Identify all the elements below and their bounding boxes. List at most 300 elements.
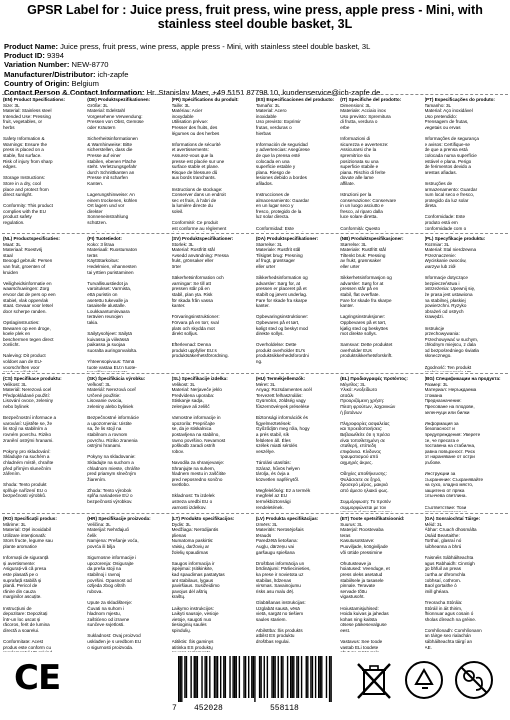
language-block-line: steht. Verletzungsgefahr bbox=[87, 164, 137, 170]
language-block-line: einem trockenen, kühlen bbox=[87, 197, 138, 203]
barcode-bar bbox=[206, 656, 207, 698]
language-block-line: Bezpečnostní informace a bbox=[3, 415, 57, 421]
language-block-line: produkt uppfyller EU:s bbox=[171, 347, 217, 353]
language-block-line: Sikkerhedsinformation og bbox=[255, 275, 308, 281]
language-block-line: direkter bbox=[87, 208, 103, 214]
language-block-line: la lumière directe du bbox=[171, 203, 213, 209]
language-block-line: Shoda: Tento produkt bbox=[3, 482, 47, 488]
product-info-label: Manufacturer/Distributor: bbox=[4, 69, 96, 79]
ean-barcode bbox=[178, 656, 332, 702]
language-block-line: produkt overholder EU's bbox=[255, 347, 306, 353]
language-block-heading: (LT) Produkto specifikacijos: bbox=[171, 516, 235, 521]
language-block-line: affilate. bbox=[340, 180, 355, 186]
barcode-bar bbox=[264, 656, 265, 698]
language-block-line: pinnale. Teravate bbox=[340, 583, 376, 589]
language-block-line: postavljena na stabilno, bbox=[171, 431, 220, 437]
language-block-line: varoitukset: Varmista, bbox=[87, 286, 132, 292]
barcode-bar bbox=[296, 656, 297, 698]
language-block-line: varnosti izdelkov. bbox=[171, 504, 207, 510]
language-block-line: brīdinājumi: Pārliecinieties, bbox=[255, 566, 311, 572]
language-block-line: Dimensioni: 3L bbox=[340, 102, 371, 108]
language-block-line: αιχμηρές άκρες. bbox=[340, 459, 373, 465]
language-block-line: Taille: 3L bbox=[171, 102, 190, 108]
language-block-line: chladnom mieste, chráňte bbox=[87, 465, 140, 471]
language-block-line: Utilizare intenționată: bbox=[3, 532, 46, 538]
language-block-line: zeleniny alebo byliniek bbox=[87, 403, 134, 409]
language-block-line: stabilt og jævnt underlag. bbox=[255, 291, 308, 297]
language-block-line: varování: Ujistěte se, že bbox=[3, 420, 53, 426]
language-block-line: Материал: Неръждаема bbox=[424, 387, 477, 393]
weee-bin-icon bbox=[352, 658, 396, 702]
language-block-line: Ábhar: Cruach dhosmálta bbox=[424, 527, 477, 533]
language-block bbox=[340, 376, 421, 512]
language-block-line: directă a soarelui. bbox=[3, 627, 40, 633]
language-block-line: van fruit, groenten of bbox=[3, 263, 46, 269]
language-block-line: Размер: 3L bbox=[424, 381, 448, 387]
language-block-line: pressen er placeret på et bbox=[255, 286, 307, 292]
language-block-line: Veiligheidsinformatie en bbox=[3, 280, 52, 286]
language-block-line: răcoros, ferit de lumina bbox=[3, 622, 50, 628]
barcode-digits-right: 558118 bbox=[270, 704, 299, 713]
barcode-bar bbox=[259, 656, 260, 698]
language-block-line: vigastusoht. bbox=[340, 594, 365, 600]
language-block-line bbox=[340, 510, 421, 512]
language-block-line: Οδηγίες αποθήκευσης: bbox=[340, 471, 387, 477]
language-block-line: Lagringsinstruksjoner: bbox=[340, 314, 386, 320]
language-block-line: Augļu, dārzeņu vai bbox=[255, 543, 294, 549]
language-block-line: termékbiztonsági bbox=[255, 499, 291, 505]
language-block-line: Suurus: 3L bbox=[340, 521, 363, 527]
language-block-line: kuivassa ja viileässä bbox=[87, 336, 129, 342]
language-block-line: tai yrttien puristaminen bbox=[87, 269, 134, 275]
product-info bbox=[4, 42, 506, 97]
language-block-line: Uso pretendido: bbox=[424, 113, 457, 119]
language-block-line: curtha ar dhromchla bbox=[424, 571, 466, 577]
language-block-line: o sigurnosti proizvoda. bbox=[87, 644, 134, 650]
language-block-line: Materijal: Nehrđajući bbox=[87, 527, 130, 533]
barcode-bar bbox=[239, 656, 240, 698]
language-block-line: Información de seguridad bbox=[255, 141, 308, 147]
barcode-bar bbox=[248, 656, 249, 698]
language-block-heading: (BG) Спецификации на продукта: bbox=[424, 376, 501, 381]
language-block-line: zaštićeno od izravne bbox=[87, 616, 130, 622]
language-block-line: Skladujte na suchém a bbox=[3, 454, 50, 460]
language-block-line: stabiilsele ja tasasele bbox=[340, 577, 384, 583]
language-block-line: felületen áll. Éles bbox=[255, 437, 291, 443]
language-block-line bbox=[172, 650, 253, 652]
language-block-line: Инструкции за bbox=[424, 471, 456, 477]
language-block-line: Informações de segurança bbox=[424, 136, 479, 142]
language-block-heading: (SK) Špecifikácia výrobku: bbox=[87, 376, 146, 381]
language-block-line: Tiltenkt bruk: Pressing bbox=[340, 252, 386, 258]
language-block-line bbox=[87, 231, 168, 232]
language-block-line: Fare for skade fra skarpe bbox=[340, 297, 392, 303]
language-block bbox=[87, 236, 168, 372]
language-block-line: Száraz, hűvös helyen bbox=[255, 465, 300, 471]
barcode-bar bbox=[214, 656, 215, 698]
language-block bbox=[256, 376, 337, 512]
language-block-line: hoiatused: Veenduge, et bbox=[340, 566, 390, 572]
language-row bbox=[2, 513, 508, 653]
language-block-line: overholder EUs bbox=[340, 347, 372, 353]
language-block-line: för skada från vassa bbox=[171, 297, 213, 303]
language-block-line: atbilst ES produktu bbox=[255, 633, 295, 639]
language-block-line: Conformidad: Este bbox=[255, 225, 294, 231]
language-block-line: pressen står på en bbox=[171, 286, 210, 292]
language-block-line: press oleks asetatud bbox=[340, 571, 383, 577]
language-block-line: servade tõttu bbox=[340, 588, 367, 594]
language-block-line: plats och skydda mot bbox=[171, 325, 215, 331]
language-block-line: Oppbevares på et tørt, bbox=[340, 319, 387, 325]
language-block-line: Anyag: Rozsdamentes acél bbox=[255, 387, 312, 393]
language-block-line: ervoor dat de pers op een bbox=[3, 291, 56, 297]
language-block-line: Tamanho: 3L bbox=[424, 102, 452, 108]
language-block-line: inoxidable bbox=[255, 113, 277, 119]
language-block-line: megfelel az EU bbox=[255, 493, 288, 499]
language-block-line: Opbevaringsinstruktioner: bbox=[255, 314, 309, 320]
language-block-line: Laikyti sausoje, vėsioje bbox=[171, 611, 219, 617]
barcode-bar bbox=[315, 656, 316, 698]
product-info-value: Juice press, fruit press, wine press, apple press - Mini, with stainless steel double basket, 3L bbox=[58, 42, 371, 51]
language-block-line: advarsler: Sørg for, at bbox=[255, 280, 301, 286]
language-block-line: de ferimentos devido a bbox=[424, 164, 471, 170]
barcode-bar bbox=[321, 656, 322, 698]
language-block-line: stable, flat surface. bbox=[3, 152, 42, 158]
language-block-line: Informations de sécurité bbox=[171, 141, 221, 147]
language-block-line: arestas afiadas. bbox=[424, 169, 457, 175]
language-block-line: örter bbox=[171, 263, 182, 269]
language-block-line: Bewaren op een droge, bbox=[3, 325, 51, 331]
language-block-line: bezpieczeństwa i bbox=[424, 280, 460, 286]
language-block-line: kraštų. bbox=[171, 594, 186, 600]
language-block-line: erbe bbox=[340, 124, 350, 130]
language-block-line: słonecznego. bbox=[424, 353, 452, 359]
language-block-line: Laikymo instrukcijos: bbox=[171, 605, 214, 611]
language-block-line: Zgodność: Ten produkt bbox=[424, 364, 472, 370]
language-block-line: Wyciskanie owoców, bbox=[424, 258, 467, 264]
barcode-bar bbox=[220, 656, 221, 698]
product-info-label: Contact Person & Contact Information: bbox=[4, 88, 145, 98]
language-block-line: zářením. bbox=[3, 471, 21, 477]
language-block-line: povrchu. Riziko zranenia bbox=[87, 437, 138, 443]
language-block-line: agus Rabhaidh: Cinntigh bbox=[424, 560, 475, 566]
product-info-value: ich-zapfe bbox=[95, 69, 129, 79]
language-block-line: Materiał: Stal nierdzewna bbox=[424, 247, 477, 253]
language-block-line: direkt solljus. bbox=[171, 331, 199, 337]
language-block-heading: (PT) Especificações do produto: bbox=[424, 97, 495, 102]
language-block-line: Medžiaga: Nerūdijantis bbox=[171, 527, 219, 533]
language-block-line: produktsäkerhetsförordning. bbox=[171, 353, 229, 359]
no-small-parts-icon bbox=[452, 658, 496, 702]
language-block-line: Sicherheitsinformationen bbox=[87, 136, 138, 142]
language-block-line: powierzchni. Ryzyko bbox=[424, 303, 467, 309]
language-block-line: επιφάνεια. Κίνδυνος bbox=[340, 448, 382, 454]
language-block-line: Prensagem de frutas, bbox=[424, 119, 469, 125]
language-block-line: Conformitate: Acest bbox=[3, 639, 44, 645]
language-block-line: marginilor ascuțite. bbox=[3, 594, 42, 600]
language-block-line: poškodb zaradi ostrih bbox=[171, 443, 216, 449]
language-block-line: Instruções de bbox=[424, 180, 453, 186]
language-block-line: vastab ELi toodete bbox=[340, 644, 379, 650]
language-block-line: Veľkosť: 3L bbox=[87, 381, 111, 387]
language-block-line: staal bbox=[3, 252, 13, 258]
language-block-line: Saugos informacija ir bbox=[171, 560, 215, 566]
language-block-line: Sukladnost: Ovaj proizvod bbox=[87, 633, 141, 639]
language-block-heading: (SV) Produktspecifikationer: bbox=[171, 236, 234, 241]
language-block-line: közvetlen napfénytől. bbox=[255, 476, 300, 482]
language-block-line: Instrucciones de bbox=[255, 192, 290, 198]
language-block-line: Velikost: 3L bbox=[171, 381, 196, 387]
language-block-line: splňuje nařízení EU o bbox=[3, 487, 47, 493]
barcode-bar bbox=[201, 656, 202, 698]
language-block-line: dovute alle lame bbox=[340, 175, 374, 181]
language-block-line: tárolja, és óvja a bbox=[255, 471, 290, 477]
barcode-bar bbox=[232, 656, 233, 698]
language-row bbox=[2, 94, 508, 233]
language-block-line: Drošības informācija un bbox=[255, 560, 305, 566]
language-block-line: Πίεση φρούτων, λαχανικών bbox=[340, 403, 396, 409]
product-info-line bbox=[4, 60, 506, 69]
language-block-line: de que la prensa esté bbox=[255, 152, 301, 158]
language-block-line: Uzglabāt sausā, vēsā bbox=[255, 605, 300, 611]
language-block-line: Conformità: Questo bbox=[340, 225, 381, 231]
language-block-heading: (SL) Specifikacije izdelka: bbox=[171, 376, 228, 381]
language-block-line: Assurez-vous que la bbox=[171, 152, 214, 158]
language-block-line: sábháilteachta táirgí an bbox=[424, 639, 473, 645]
language-block-line: Przeznaczenie: bbox=[424, 252, 456, 258]
language-block-line: sholas díreach na gréine. bbox=[424, 616, 477, 622]
language-block-line: Safety Information & bbox=[3, 136, 45, 142]
language-block bbox=[172, 376, 253, 512]
language-block-line: eller urter bbox=[255, 263, 276, 269]
barcode-bar bbox=[298, 656, 299, 698]
product-info-label: Variation Number: bbox=[4, 60, 70, 70]
language-block-line: Materiál: Nerezová ocel bbox=[3, 387, 52, 393]
language-block bbox=[3, 516, 84, 652]
language-block-line: Pokyny na skladovanie: bbox=[87, 454, 136, 460]
language-block-line: schützen. bbox=[87, 220, 107, 226]
barcode-bar bbox=[184, 656, 185, 698]
language-block-line: paikassa ja suojaa bbox=[87, 342, 126, 348]
product-info-line bbox=[4, 42, 506, 51]
language-block-line: Informazioni di bbox=[340, 136, 371, 142]
language-block-line: Vastavus: See toode bbox=[340, 639, 383, 645]
language-block-line: Informații de siguranță bbox=[3, 555, 49, 561]
language-block-line: pred priamym slnečným bbox=[87, 471, 137, 477]
barcode-bar bbox=[307, 656, 308, 698]
language-block-line: teras bbox=[340, 532, 351, 538]
language-block-line: Assicurarsi che la bbox=[340, 147, 377, 153]
product-info-label: Product ID: bbox=[4, 51, 45, 61]
language-block-line: Ort lagern und vor bbox=[87, 203, 125, 209]
language-block-line: Matériau: Acier bbox=[171, 108, 203, 114]
barcode-bar bbox=[330, 656, 331, 702]
language-block-line: complies with the EU bbox=[3, 208, 46, 214]
language-block-line: ustreza uredbi EU o bbox=[171, 499, 213, 505]
language-block-line: на сухо, хладно място, bbox=[424, 482, 474, 488]
language-block-line: Materiál: Nerezová oceľ bbox=[87, 387, 136, 393]
language-block-line: Faisnéis Sábháilteachta bbox=[424, 555, 474, 561]
language-block-line: et avertissements: bbox=[171, 147, 209, 153]
language-block-line: Materiaali: Ruostumaton bbox=[87, 247, 138, 253]
language-block-line: rovném povrchu. Riziko bbox=[3, 431, 51, 437]
language-block-line: ka prese ir novietota uz bbox=[255, 571, 304, 577]
language-block-line: Förvara på en torr, sval bbox=[171, 319, 219, 325]
barcode-bar bbox=[253, 656, 254, 698]
language-block-line: Instructions de stockage: bbox=[171, 186, 223, 192]
language-block-line: sicurezza e avvertenze: bbox=[340, 141, 389, 147]
barcode-digits-left: 452028 bbox=[194, 704, 223, 713]
language-block-line: sunčeve svjetlosti. bbox=[87, 622, 125, 628]
language-block-line: kjølig sted og beskyttes bbox=[340, 325, 388, 331]
language-block-line: Υλικό: Ανοξείδωτο bbox=[340, 387, 378, 393]
language-block-line: Numatoma paskirtis: bbox=[171, 538, 214, 544]
barcode-bar bbox=[320, 656, 321, 698]
language-block-line: τραυματισμού από bbox=[340, 454, 379, 460]
language-block-line: Beoogd gebruik: Persen bbox=[3, 258, 53, 264]
product-info-value: NEW-8770 bbox=[69, 60, 109, 70]
language-block-line: terävien reunojen bbox=[87, 314, 123, 320]
language-block bbox=[340, 236, 421, 372]
language-block-line: Kanten. bbox=[87, 180, 104, 186]
barcode-bar bbox=[194, 656, 195, 698]
language-block bbox=[3, 376, 84, 512]
language-block-line: Materiāls: Nerūsējošais bbox=[255, 527, 304, 533]
language-block-line: Biztonsági információk és bbox=[255, 415, 308, 421]
language-block-line: almacenamiento: Guardar bbox=[255, 197, 310, 203]
language-block-line: Glabāšanas instrukcijas: bbox=[255, 599, 306, 605]
barcode-bar bbox=[260, 656, 261, 698]
language-block-heading: (NL) Productspecificaties: bbox=[3, 236, 60, 241]
language-block-line: tuote vastaa EU:n tuote- bbox=[87, 364, 137, 370]
language-block-line: Предназначение: bbox=[424, 398, 462, 404]
language-block-line: a upozornenia: Uistite bbox=[87, 420, 132, 426]
language-block-line: Sikkerhetsinformasjon og bbox=[340, 275, 392, 281]
barcode-bar bbox=[180, 656, 181, 702]
language-block-line: légumes ou des herbes bbox=[171, 130, 220, 136]
language-block-line: Efterlevnad: Denna bbox=[171, 342, 211, 348]
language-block-line: kanter. bbox=[340, 303, 354, 309]
language-block-heading: (FR) Spécifications du produit: bbox=[171, 97, 239, 102]
language-block-heading: (HU) Termékjellemzők: bbox=[255, 376, 306, 381]
language-block-line: sec et frais, à l'abri de bbox=[171, 197, 217, 203]
language-block-line bbox=[340, 650, 421, 652]
language-block-line: Material: Aço inoxidável bbox=[424, 108, 473, 114]
language-block-line: afilados. bbox=[255, 180, 274, 186]
language-block-line: Predvidena uporaba: bbox=[171, 392, 215, 398]
language-block-line: Opbevares på et tørt, bbox=[255, 319, 300, 325]
language-block-line: Lisování ovoce, zeleniny bbox=[3, 398, 54, 404]
language-block-line: de que a prensa está bbox=[424, 147, 468, 153]
language-block-line: Materiale: Rustfrit stål bbox=[255, 247, 301, 253]
language-block-line: koele plek en bbox=[3, 331, 31, 337]
language-block-line bbox=[172, 231, 253, 232]
language-block-heading: (EN) Product Specifications: bbox=[3, 97, 66, 102]
language-block-line: suoralta auringonvalolta. bbox=[87, 347, 138, 353]
language-block-line: product safety bbox=[3, 214, 32, 220]
language-block-line: Käyttötarkoitus: bbox=[87, 258, 119, 264]
language-block-line: hladnem mestu in zaščitite bbox=[171, 471, 226, 477]
label-title: GPSR Label for : Juice press, fruit press, wine press, apple press - Mini, with stainless steel double basket, 3L bbox=[27, 3, 483, 31]
language-block-line: zelenjave ali zelišč bbox=[171, 403, 210, 409]
language-block-line: kad spaudimas pastatytas bbox=[171, 571, 225, 577]
language-block-line: před přímým slunečním bbox=[3, 465, 51, 471]
language-block-line: Съответствие: Този bbox=[424, 504, 467, 510]
language-block-line: Mărime: 3L bbox=[3, 521, 26, 527]
language-block-line: Overholdelse: Dette bbox=[255, 342, 297, 348]
language-block-line: Conserver dans un endroit bbox=[171, 192, 226, 198]
language-block-line: kruiden bbox=[3, 269, 19, 275]
language-block-line: af frugt, grøntsager bbox=[255, 258, 295, 264]
product-info-label: Product Name: bbox=[4, 42, 59, 51]
language-block-line: Информация за bbox=[424, 420, 459, 426]
language-block-line: povrća ili bilja bbox=[87, 543, 115, 549]
language-block-line: eest. bbox=[340, 627, 351, 633]
language-block-line: ostrzeżenia: Upewnij się, bbox=[424, 286, 476, 292]
language-block-line: ant stabilaus, lygaus bbox=[171, 577, 214, 583]
language-block-line: Hoiustamisjuhised: bbox=[340, 605, 379, 611]
language-block-line: Určené použitie: bbox=[87, 392, 121, 398]
language-block-line: pred neposredno sončno bbox=[171, 476, 223, 482]
barcode-bar bbox=[254, 656, 255, 702]
barcode-bar bbox=[290, 656, 291, 698]
language-block-line: bezpečnosti výrobků. bbox=[3, 493, 47, 499]
language-block-line: Skladnost: Ta izdelek bbox=[171, 493, 215, 499]
language-block-line: Yhteensopivuus: Tämä bbox=[87, 359, 135, 365]
language-block-line: durch Schnittkanten an bbox=[87, 169, 135, 175]
language-block-line: είναι τοποθετημένη σε bbox=[340, 437, 386, 443]
language-block-line: Material: Stainless steel bbox=[3, 108, 52, 114]
language-block-line: Veličina: 3L bbox=[87, 521, 111, 527]
product-info-value: Hr. Stanislav Maer, +49 5151 87798 10, kundenservice@ich-zapfe.de bbox=[144, 88, 381, 98]
language-block-line: Předpokládané použití: bbox=[3, 392, 50, 398]
language-block-line: Materjal: Roostevaba bbox=[340, 527, 384, 533]
language-block-line: tasaiselle alustalle. bbox=[87, 303, 126, 309]
language-block-line: Material: Oțel inoxidabil bbox=[3, 527, 51, 533]
language-block-line: Størrelse: 3L bbox=[340, 241, 367, 247]
language-block-line: usklađen je s uredbom EU bbox=[87, 639, 142, 645]
language-block-line: conformidade com o bbox=[424, 225, 467, 231]
language-block-line: Puuviljade, köögiviljade bbox=[340, 543, 388, 549]
language-block-line: kanter. bbox=[171, 303, 186, 309]
language-block-line: hladnom mjestu, bbox=[87, 611, 122, 617]
barcode-bar bbox=[225, 656, 226, 698]
language-block-line: Informacje dotyczące bbox=[424, 275, 468, 281]
barcode-bar bbox=[274, 656, 275, 698]
language-block-line: предупреждения: Уверете bbox=[424, 431, 481, 437]
language-block bbox=[87, 516, 168, 652]
language-block-line: Avsedd användning: Pressa bbox=[171, 252, 229, 258]
barcode-bar bbox=[282, 656, 283, 698]
language-block-line: Vaisių, daržovių ar bbox=[171, 543, 210, 549]
language-block-line: frutas, verduras o bbox=[255, 124, 292, 130]
language-block-line: Atitiktis: Šis gaminys bbox=[171, 639, 214, 645]
language-block-line: Instrucțiuni de bbox=[3, 605, 32, 611]
language-block-line: stabil, flat overflate. bbox=[340, 291, 380, 297]
language-block-line: Velikost: 3L bbox=[3, 381, 27, 387]
language-block-line: regulation. bbox=[3, 220, 25, 226]
language-block-line: posizionata su una bbox=[340, 158, 379, 164]
language-block-line: Warnings: Ensure the bbox=[3, 141, 48, 147]
language-block-line: saules stariem. bbox=[255, 616, 287, 622]
language-block-line: συμμορφώνεται με τον bbox=[340, 504, 387, 510]
language-block bbox=[172, 236, 253, 372]
language-block-line: от нараняване от остри bbox=[424, 454, 475, 460]
language-block-line: rendeletének. bbox=[255, 504, 284, 510]
language-block-line: Fare for skade fra skarpe bbox=[255, 297, 308, 303]
language-block-line: AE. bbox=[424, 644, 432, 650]
language-block-line: voldoet aan de EU- bbox=[3, 359, 43, 365]
